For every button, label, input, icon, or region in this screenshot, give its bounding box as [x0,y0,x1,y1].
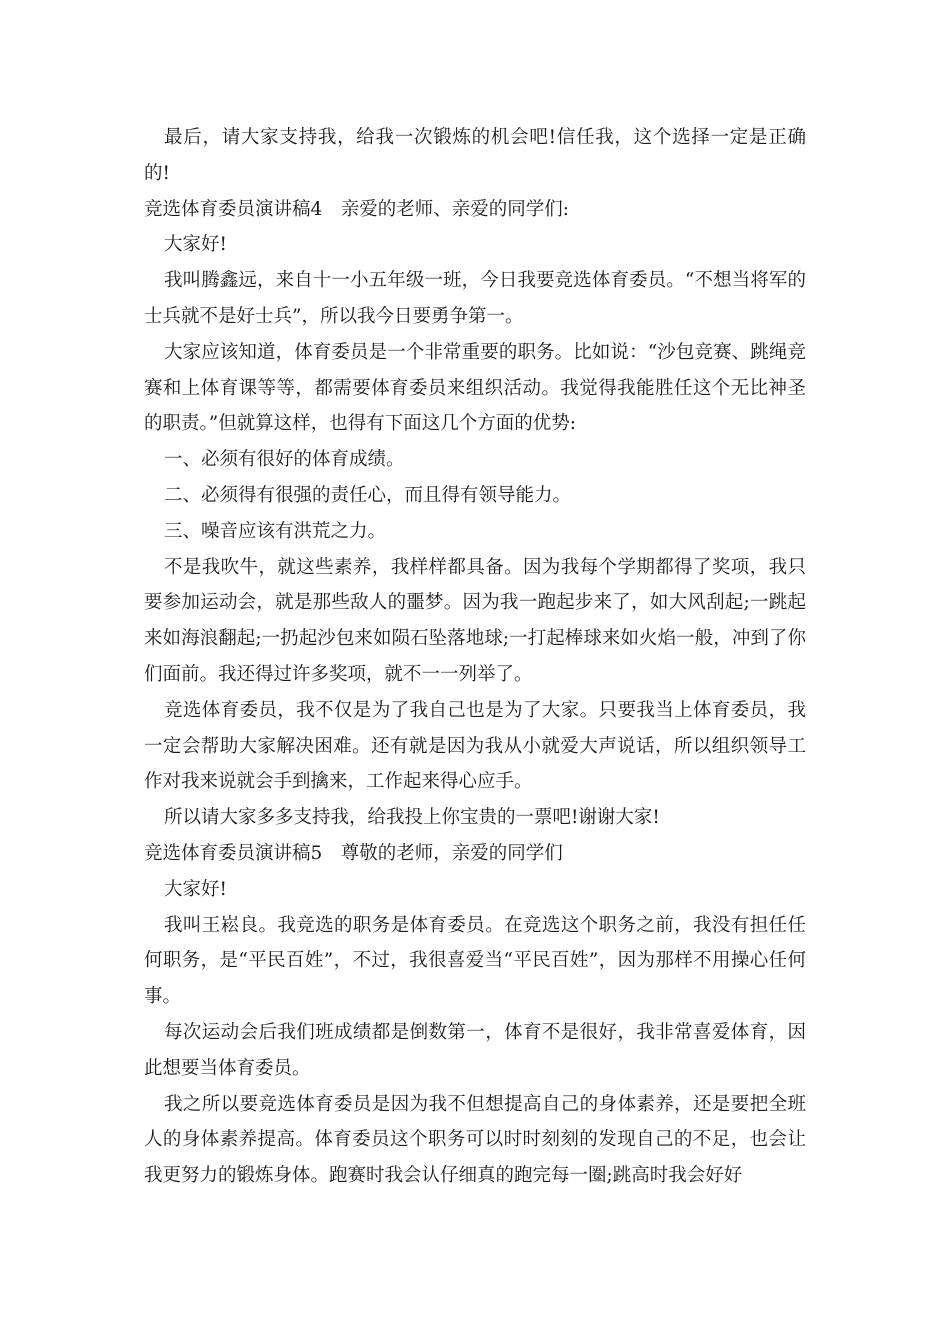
list-item: 三、噪音应该有洪荒之力。 [164,520,387,542]
paragraph: 大家好! [164,234,227,256]
section-heading: 竞选体育委员演讲稿5 尊敬的老师，亲爱的同学们 [144,842,563,864]
section-heading: 竞选体育委员演讲稿4 亲爱的老师、亲爱的同学们: [144,198,570,220]
paragraph: 竞选体育委员，我不仅是为了我自己也是为了大家。只要我当上体育委员，我一定会帮助大家解决困难。还有就是因为我从小就爱大声说话，所以组织领导工作对我来说就会手到擒来，工作起来得心应手。 [144,699,806,793]
paragraph: 我之所以要竞选体育委员是因为我不但想提高自己的身体素养，还是要把全班人的身体素养提高。体育委员这个职务可以时时刻刻的发现自己的不足，也会让我更努力的锻炼身体。跑赛时我会认仔细真的跑完每一圈;跳高时我会好好 [144,1093,806,1187]
paragraph: 不是我吹牛，就这些素养，我样样都具备。因为我每个学期都得了奖项，我只要参加运动会，就是那些敌人的噩梦。因为我一跑起步来了，如大风刮起;一跳起来如海浪翻起;一扔起沙包来如陨石坠落地球;一打起棒球来如火焰一般，冲到了你们面前。我还得过许多奖项，就不一一列举了。 [144,556,806,685]
paragraph: 我叫腾鑫远，来自十一小五年级一班，今日我要竞选体育委员。“不想当将军的士兵就不是好士兵”，所以我今日要勇争第一。 [144,270,806,327]
paragraph: 每次运动会后我们班成绩都是倒数第一，体育不是很好，我非常喜爱体育，因此想要当体育委员。 [144,1021,806,1079]
paragraph: 我叫王崧良。我竞选的职务是体育委员。在竞选这个职务之前，我没有担任任何职务，是“平民百姓”，不过，我很喜爱当“平民百姓”，因为那样不用操心任何事。 [144,914,806,1008]
paragraph: 所以请大家多多支持我，给我投上你宝贵的一票吧!谢谢大家! [164,807,660,829]
paragraph: 大家应该知道，体育委员是一个非常重要的职务。比如说：“沙包竞赛、跳绳竞赛和上体育课等等，都需要体育委员来组织活动。我觉得我能胜任这个无比神圣的职责。”但就算这样，也得有下面这几个方面的优势: [144,341,806,435]
list-item: 一、必须有很好的体育成绩。 [164,449,405,471]
document-body [144,120,806,1194]
list-item: 二、必须得有很强的责任心，而且得有领导能力。 [164,484,572,506]
paragraph: 最后，请大家支持我，给我一次锻炼的机会吧!信任我，这个选择一定是正确的! [144,127,806,184]
paragraph: 大家好! [164,878,227,900]
